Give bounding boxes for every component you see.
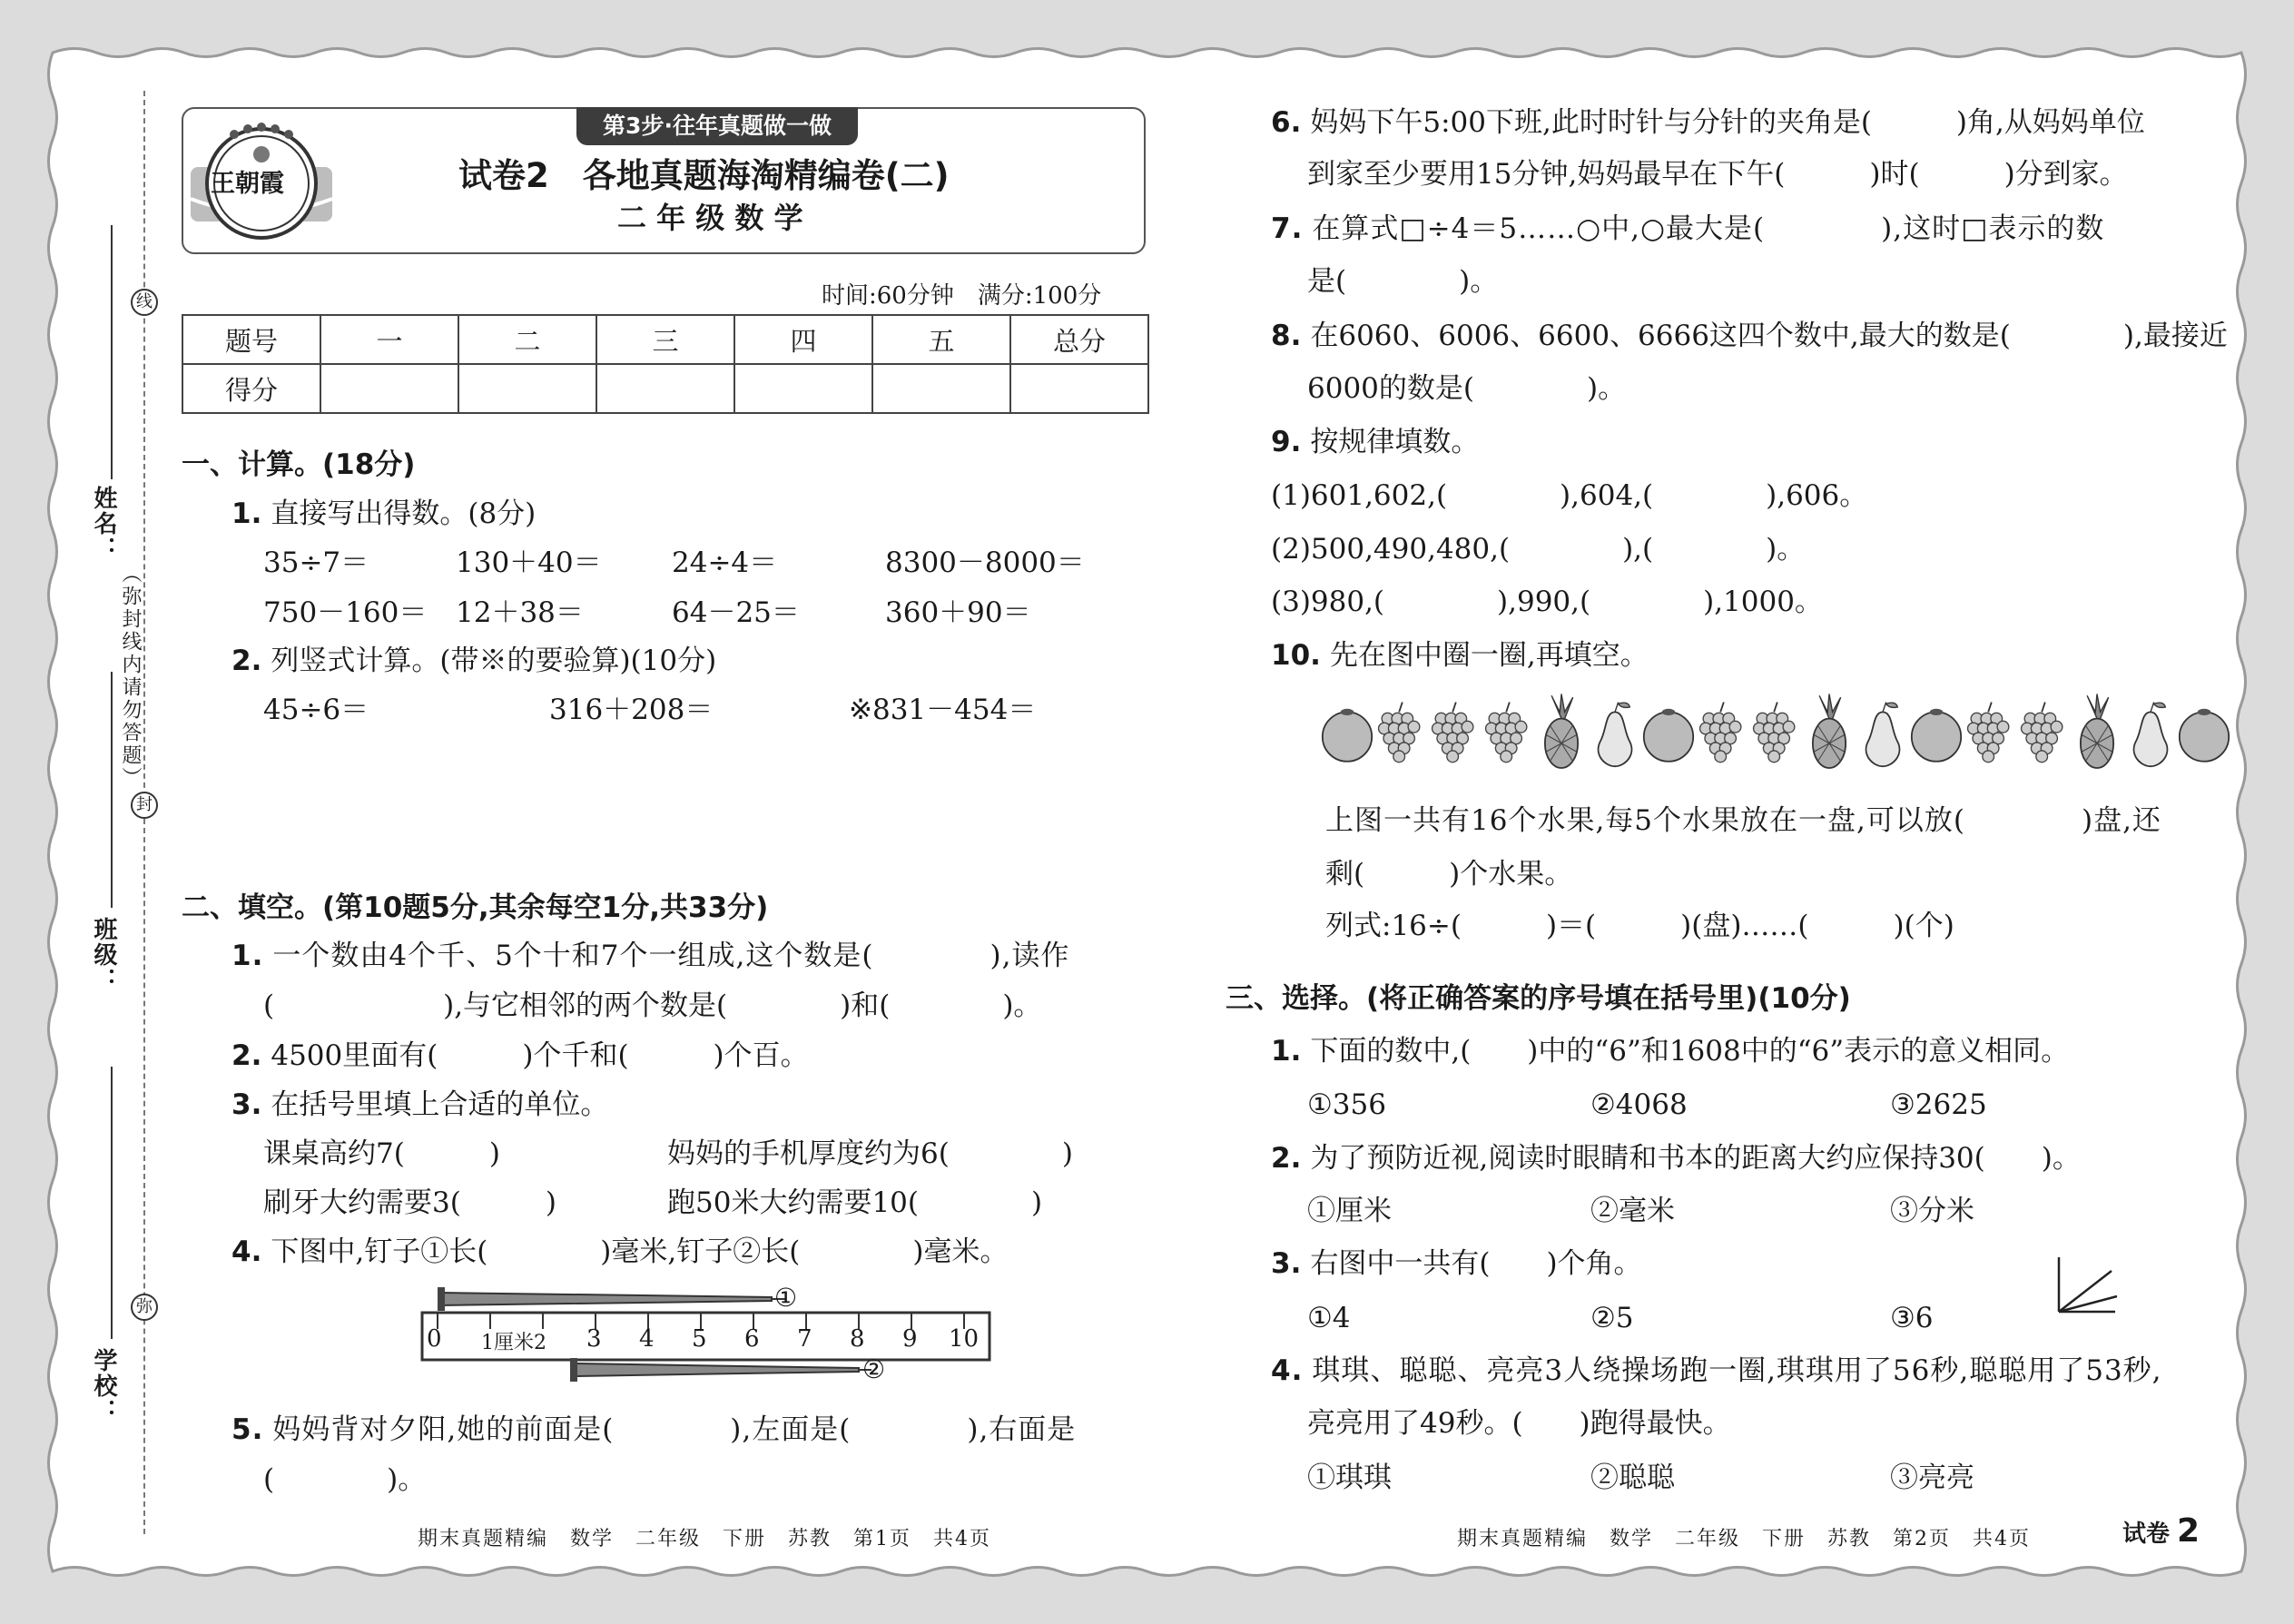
- pineapple-icon[interactable]: [1803, 690, 1856, 776]
- s2-q7-line2: 是( )。: [1307, 265, 1499, 298]
- s1-q2: 2. 列竖式计算。(带※的要验算)(10分): [231, 645, 717, 677]
- option: ①厘米: [1307, 1195, 1392, 1227]
- s2-q1-line2: ( ),与它相邻的两个数是( )和( )。: [263, 989, 1042, 1022]
- ruler-label-9: 9: [902, 1325, 918, 1353]
- option: ③2625: [1890, 1088, 1987, 1121]
- class-field[interactable]: [111, 672, 113, 908]
- seal-mark-top: 线: [131, 289, 158, 316]
- s1-q1: 1. 直接写出得数。(8分): [231, 497, 537, 530]
- s2-q1-line1: 1. 一个数由4个千、5个十和7个一组成,这个数是( ),读作: [231, 940, 1070, 972]
- grape-icon[interactable]: [1964, 690, 2016, 776]
- s2-q8-line2: 6000的数是( )。: [1307, 372, 1627, 405]
- s3-q1: 1. 下面的数中,( )中的“6”和1608中的“6”表示的意义相同。: [1271, 1035, 2070, 1068]
- grape-icon[interactable]: [1749, 690, 1802, 776]
- orange-icon[interactable]: [1910, 690, 1963, 776]
- s3-q4-line1: 4. 琪琪、聪聪、亮亮3人绕操场跑一圈,琪琪用了56秒,聪聪用了53秒,: [1271, 1354, 2162, 1387]
- orange-icon[interactable]: [1321, 690, 1373, 776]
- option: ①琪琪: [1307, 1462, 1392, 1494]
- unit-item: 妈妈的手机厚度约为6( ): [667, 1137, 1073, 1170]
- pattern-item: (2)500,490,480,( ),( )。: [1271, 533, 1806, 566]
- calc-item: 130＋40＝: [456, 546, 602, 579]
- option: ①356: [1307, 1088, 1386, 1121]
- option: ③6: [1890, 1302, 1934, 1334]
- s2-q4: 4. 下图中,钉子①长( )毫米,钉子②长( )毫米。: [231, 1235, 1009, 1268]
- score-header-row: [182, 315, 1148, 364]
- name-label: 姓名：: [90, 486, 117, 562]
- s2-q5-line1: 5. 妈妈背对夕阳,她的前面是( ),左面是( ),右面是: [231, 1413, 1077, 1446]
- ruler-label-4: 4: [639, 1325, 655, 1353]
- ruler-label-6: 6: [744, 1325, 760, 1353]
- section1-heading: 一、计算。(18分): [182, 448, 416, 481]
- table-cell: 二: [458, 315, 596, 364]
- option: ③分米: [1890, 1195, 1974, 1227]
- s2-q3: 3. 在括号里填上合适的单位。: [231, 1088, 609, 1121]
- score-input-cell[interactable]: [734, 364, 872, 413]
- exam-subtitle: 二 年 级 数 学: [617, 201, 803, 235]
- s3-q2: 2. 为了预防近视,阅读时眼睛和书本的距离大约应保持30( )。: [1271, 1142, 2081, 1175]
- s2-q6-line1: 6. 妈妈下午5:00下班,此时时针与分针的夹角是( )角,从妈妈单位: [1271, 106, 2145, 139]
- s3-q4-line2: 亮亮用了49秒。( )跑得最快。: [1307, 1407, 1731, 1440]
- s2-q8-line1: 8. 在6060、6006、6600、6666这四个数中,最大的数是( ),最接近: [1271, 320, 2228, 352]
- ruler-label-1: 1厘米2: [481, 1332, 546, 1354]
- option: ②毫米: [1590, 1195, 1675, 1227]
- s2-q10: 10. 先在图中圈一圈,再填空。: [1271, 639, 1649, 672]
- table-cell: 得分: [182, 364, 320, 413]
- score-row: [182, 364, 1148, 413]
- pear-icon[interactable]: [1856, 690, 1909, 776]
- unit-item: 课桌高约7( ): [263, 1137, 500, 1170]
- ruler-label-7: 7: [797, 1325, 812, 1353]
- pineapple-icon[interactable]: [1535, 690, 1588, 776]
- calc-item: 12＋38＝: [456, 596, 584, 629]
- s2-q7-line1: 7. 在算式□÷4＝5……○中,○最大是( ),这时□表示的数: [1271, 212, 2105, 245]
- school-label: 学校：: [90, 1348, 117, 1424]
- ruler-label-10: 10: [949, 1325, 980, 1353]
- score-input-cell[interactable]: [872, 364, 1010, 413]
- class-label: 班级：: [90, 917, 117, 993]
- table-cell: 四: [734, 315, 872, 364]
- pear-icon[interactable]: [1589, 690, 1641, 776]
- score-input-cell[interactable]: [596, 364, 734, 413]
- angle-figure: [2050, 1253, 2122, 1334]
- table-cell: 一: [320, 315, 458, 364]
- vertical-calc-item: 45÷6＝: [263, 694, 369, 726]
- s2-q10-line2: 剩( )个水果。: [1325, 858, 1573, 891]
- pear-icon[interactable]: [2124, 690, 2177, 776]
- footer-left: 期末真题精编 数学 二年级 下册 苏教 第1页 共4页: [418, 1528, 991, 1550]
- option: ③亮亮: [1890, 1462, 1974, 1494]
- table-cell: 题号: [182, 315, 320, 364]
- s2-q2: 2. 4500里面有( )个千和( )个百。: [231, 1039, 809, 1072]
- ruler-label-3: 3: [586, 1325, 602, 1353]
- score-input-cell[interactable]: [458, 364, 596, 413]
- exam-title: 试卷2 各地真题海淘精编卷(二): [458, 156, 950, 195]
- step-tab: 第3步·往年真题做一做: [576, 107, 858, 145]
- calc-item: 35÷7＝: [263, 546, 369, 579]
- name-field[interactable]: [111, 225, 113, 479]
- orange-icon[interactable]: [2178, 690, 2230, 776]
- orange-icon[interactable]: [1642, 690, 1695, 776]
- grape-icon[interactable]: [1696, 690, 1748, 776]
- option: ②5: [1590, 1302, 1634, 1334]
- paper-tag: 试卷 2: [2122, 1512, 2200, 1550]
- seal-mark-mid: 封: [131, 792, 158, 819]
- section2-heading: 二、填空。(第10题5分,其余每空1分,共33分): [182, 891, 769, 924]
- calc-item: 750－160＝: [263, 596, 428, 629]
- vertical-calc-item: 316＋208＝: [549, 694, 714, 726]
- grape-icon[interactable]: [1428, 690, 1481, 776]
- seal-mark-bottom: 弥: [131, 1294, 158, 1321]
- vertical-calc-item: ※831－454＝: [849, 694, 1037, 726]
- ruler-label-0: 0: [427, 1325, 442, 1353]
- table-cell: 三: [596, 315, 734, 364]
- calc-item: 64－25＝: [672, 596, 800, 629]
- ruler-label-8: 8: [850, 1325, 865, 1353]
- s2-q6-line2: 到家至少要用15分钟,妈妈最早在下午( )时( )分到家。: [1307, 158, 2128, 191]
- s3-q3: 3. 右图中一共有( )个角。: [1271, 1247, 1642, 1280]
- unit-item: 跑50米大约需要10( ): [667, 1186, 1043, 1219]
- s2-q10-line1: 上图一共有16个水果,每5个水果放在一盘,可以放( )盘,还: [1325, 804, 2161, 837]
- grape-icon[interactable]: [1374, 690, 1427, 776]
- grape-icon[interactable]: [2017, 690, 2070, 776]
- table-cell: 五: [872, 315, 1010, 364]
- calc-item: 360＋90＝: [885, 596, 1031, 629]
- binding-hint: （弥封线内请勿答题）: [119, 563, 142, 790]
- calc-item: 8300－8000＝: [885, 546, 1085, 579]
- option: ①4: [1307, 1302, 1351, 1334]
- score-input-cell[interactable]: [1010, 364, 1148, 413]
- s2-q5-line2: ( )。: [263, 1463, 427, 1496]
- pattern-item: (3)980,( ),990,( ),1000。: [1271, 586, 1823, 618]
- pattern-item: (1)601,602,( ),604,( ),606。: [1271, 479, 1868, 512]
- option: ②聪聪: [1590, 1462, 1675, 1494]
- score-input-cell[interactable]: [320, 364, 458, 413]
- option: ②4068: [1590, 1088, 1688, 1121]
- score-table: [182, 314, 1149, 414]
- school-field[interactable]: [111, 1067, 113, 1339]
- nail2-label: ②: [862, 1354, 886, 1384]
- pineapple-icon[interactable]: [2071, 690, 2123, 776]
- time-info: 时间:60分钟 满分:100分: [822, 282, 1102, 310]
- s2-q9: 9. 按规律填数。: [1271, 426, 1480, 458]
- unit-item: 刷牙大约需要3( ): [263, 1186, 556, 1219]
- brand-logo-text: 王朝霞: [211, 170, 284, 198]
- table-cell: 总分: [1010, 315, 1148, 364]
- nail1-label: ①: [774, 1283, 798, 1313]
- calc-item: 24÷4＝: [672, 546, 778, 579]
- section3-heading: 三、选择。(将正确答案的序号填在括号里)(10分): [1226, 982, 1851, 1015]
- ruler-label-5: 5: [692, 1325, 707, 1353]
- grape-icon[interactable]: [1482, 690, 1534, 776]
- s2-q10-line3: 列式:16÷( )＝( )(盘)……( )(个): [1325, 910, 1954, 942]
- footer-right: 期末真题精编 数学 二年级 下册 苏教 第2页 共4页: [1457, 1528, 2031, 1550]
- fruit-row: [1321, 690, 2231, 776]
